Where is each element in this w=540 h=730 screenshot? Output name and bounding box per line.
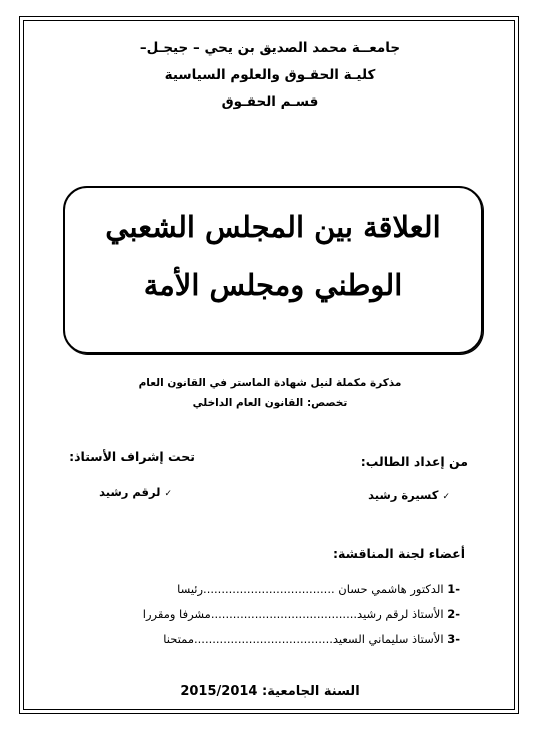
faculty-name: كليـة الحقـوق والعلوم السياسية <box>164 67 376 83</box>
member-text: الأستاذ لرقم رشيد........................................مشرفا ومقررا <box>142 607 444 621</box>
academic-year <box>0 684 540 699</box>
university-name: جامعــة محمد الصديق بن يحي – جيجـل– <box>139 40 401 56</box>
committee-label: أعضاء لجنة المناقشة: <box>333 546 465 561</box>
supervisor-name <box>99 485 172 499</box>
academic-year-label: السنة الجامعية: <box>262 684 360 699</box>
committee-member <box>143 607 460 621</box>
student-name-text: كسيرة رشيد <box>368 488 439 502</box>
department-name: قسـم الحقـوق <box>221 94 319 110</box>
member-text: الدكتور هاشمي حسان ....................................رئيسا <box>177 582 444 596</box>
student-name <box>368 488 450 502</box>
title-box <box>63 186 483 354</box>
academic-year-value: 2015/2014 <box>180 684 258 699</box>
member-number: -3 <box>447 632 460 646</box>
committee-member <box>177 582 460 596</box>
member-number: -2 <box>447 607 460 621</box>
thesis-title-line1: العلاقة بين المجلس الشعبي <box>105 210 441 244</box>
memo-description: مذكرة مكملة لنيل شهادة الماستر في القانون العام <box>138 377 402 389</box>
supervisor-name-text: لرقم رشيد <box>99 485 161 499</box>
check-icon: ✓ <box>164 489 172 499</box>
member-number: -1 <box>447 582 460 596</box>
committee-member <box>163 632 460 646</box>
check-icon: ✓ <box>442 492 450 502</box>
member-text: الأستاذ سليماني السعيد......................................ممتحنا <box>163 632 444 646</box>
specialization: تخصص: القانون العام الداخلي <box>192 397 348 409</box>
thesis-title-line2: الوطني ومجلس الأمة <box>143 268 403 302</box>
student-label: من إعداد الطالب: <box>360 454 468 469</box>
supervisor-label: تحت إشراف الأستاذ: <box>69 449 195 464</box>
